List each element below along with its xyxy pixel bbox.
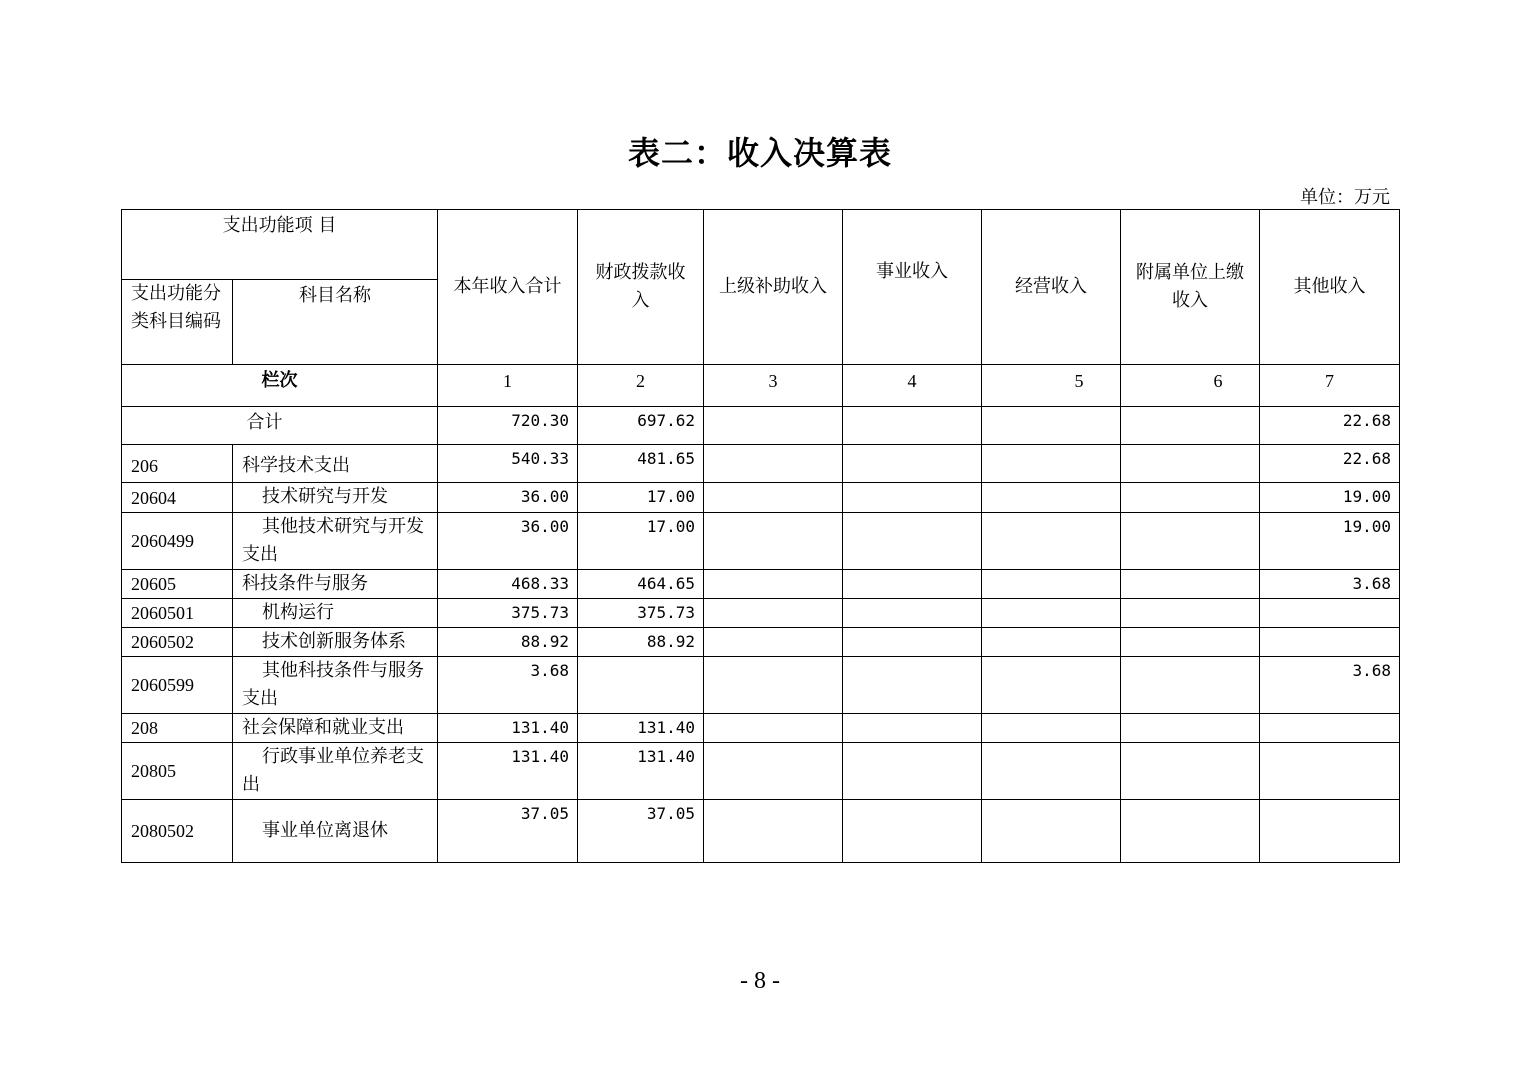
- value-cell: [1260, 800, 1400, 863]
- row-code: 2060499: [122, 513, 233, 570]
- value-cell: [982, 445, 1121, 483]
- row-code: 2060599: [122, 657, 233, 714]
- header-total-income: 本年收入合计: [438, 210, 578, 365]
- header-higher-subsidy: 上级补助收入: [704, 210, 843, 365]
- value-cell: 720.30: [438, 407, 578, 445]
- value-cell: [704, 513, 843, 570]
- value-cell: [1121, 407, 1260, 445]
- value-cell: [704, 570, 843, 599]
- total-row: [122, 407, 1400, 445]
- header-name: 科目名称: [233, 280, 438, 365]
- table-row: [122, 800, 1400, 863]
- header-affiliated-income: 附属单位上缴收入: [1121, 210, 1260, 365]
- value-cell: [1121, 628, 1260, 657]
- value-cell: 88.92: [438, 628, 578, 657]
- value-cell: 375.73: [578, 599, 704, 628]
- row-name: 机构运行: [233, 599, 438, 628]
- column-index-number: 6: [1121, 365, 1260, 407]
- value-cell: [704, 800, 843, 863]
- value-cell: [843, 407, 982, 445]
- value-cell: [843, 483, 982, 513]
- row-code: 2060502: [122, 628, 233, 657]
- value-cell: [704, 445, 843, 483]
- row-code: 20604: [122, 483, 233, 513]
- unit-label: 单位：万元: [1300, 187, 1390, 208]
- row-name: 行政事业单位养老支出: [233, 743, 438, 800]
- row-name: 技术研究与开发: [233, 483, 438, 513]
- value-cell: [982, 570, 1121, 599]
- value-cell: [843, 743, 982, 800]
- value-cell: [843, 570, 982, 599]
- table-row: [122, 628, 1400, 657]
- value-cell: [704, 743, 843, 800]
- column-index-number: 4: [843, 365, 982, 407]
- row-name: 科技条件与服务: [233, 570, 438, 599]
- value-cell: 131.40: [578, 714, 704, 743]
- value-cell: 131.40: [438, 743, 578, 800]
- value-cell: 37.05: [438, 800, 578, 863]
- value-cell: 3.68: [1260, 570, 1400, 599]
- value-cell: [1121, 800, 1260, 863]
- table-row: [122, 743, 1400, 800]
- value-cell: [1260, 714, 1400, 743]
- value-cell: [982, 657, 1121, 714]
- value-cell: [1121, 513, 1260, 570]
- table-row: [122, 570, 1400, 599]
- value-cell: [982, 599, 1121, 628]
- value-cell: [1121, 657, 1260, 714]
- row-name: 社会保障和就业支出: [233, 714, 438, 743]
- column-index-number: 5: [982, 365, 1121, 407]
- table-row: [122, 483, 1400, 513]
- value-cell: 540.33: [438, 445, 578, 483]
- value-cell: [1121, 570, 1260, 599]
- header-fiscal-allocation: 财政拨款收入: [578, 210, 704, 365]
- row-code: 206: [122, 445, 233, 483]
- value-cell: [704, 628, 843, 657]
- value-cell: 88.92: [578, 628, 704, 657]
- row-code: 20805: [122, 743, 233, 800]
- value-cell: [704, 483, 843, 513]
- income-statement-table: [121, 209, 1400, 863]
- table-row: [122, 714, 1400, 743]
- total-label: 合计: [122, 407, 438, 445]
- value-cell: 481.65: [578, 445, 704, 483]
- value-cell: [704, 599, 843, 628]
- value-cell: [1121, 714, 1260, 743]
- value-cell: 131.40: [578, 743, 704, 800]
- value-cell: 3.68: [1260, 657, 1400, 714]
- value-cell: 375.73: [438, 599, 578, 628]
- value-cell: 19.00: [1260, 513, 1400, 570]
- row-name: 科学技术支出: [233, 445, 438, 483]
- page-number: - 8 -: [740, 968, 780, 994]
- table-row: [122, 445, 1400, 483]
- table-row: [122, 599, 1400, 628]
- value-cell: [1121, 483, 1260, 513]
- value-cell: [843, 714, 982, 743]
- value-cell: [1260, 599, 1400, 628]
- value-cell: 3.68: [438, 657, 578, 714]
- value-cell: [982, 743, 1121, 800]
- row-code: 2060501: [122, 599, 233, 628]
- value-cell: [1260, 743, 1400, 800]
- column-index-label: 栏次: [122, 365, 438, 407]
- value-cell: [1260, 628, 1400, 657]
- value-cell: [982, 800, 1121, 863]
- value-cell: [982, 513, 1121, 570]
- value-cell: 22.68: [1260, 445, 1400, 483]
- value-cell: [843, 657, 982, 714]
- value-cell: 131.40: [438, 714, 578, 743]
- value-cell: 697.62: [578, 407, 704, 445]
- value-cell: 22.68: [1260, 407, 1400, 445]
- value-cell: [1121, 445, 1260, 483]
- row-name: 事业单位离退休: [233, 800, 438, 863]
- column-index-number: 7: [1260, 365, 1400, 407]
- row-name: 其他技术研究与开发支出: [233, 513, 438, 570]
- row-code: 20605: [122, 570, 233, 599]
- value-cell: [843, 513, 982, 570]
- value-cell: 17.00: [578, 483, 704, 513]
- value-cell: 36.00: [438, 513, 578, 570]
- row-name: 其他科技条件与服务支出: [233, 657, 438, 714]
- value-cell: [843, 445, 982, 483]
- page-title: 表二：收入决算表: [627, 134, 892, 172]
- value-cell: [982, 628, 1121, 657]
- value-cell: [1121, 743, 1260, 800]
- column-index-number: 3: [704, 365, 843, 407]
- header-operating-income: 经营收入: [982, 210, 1121, 365]
- value-cell: [704, 407, 843, 445]
- value-cell: 37.05: [578, 800, 704, 863]
- row-code: 2080502: [122, 800, 233, 863]
- column-index-number: 1: [438, 365, 578, 407]
- header-code: 支出功能分类科目编码: [122, 280, 233, 365]
- row-name: 技术创新服务体系: [233, 628, 438, 657]
- header-function-group: 支出功能项 目: [122, 210, 438, 280]
- column-index-number: 2: [578, 365, 704, 407]
- value-cell: [982, 407, 1121, 445]
- row-code: 208: [122, 714, 233, 743]
- value-cell: 468.33: [438, 570, 578, 599]
- table-row: [122, 657, 1400, 714]
- value-cell: [843, 628, 982, 657]
- value-cell: [1121, 599, 1260, 628]
- value-cell: 36.00: [438, 483, 578, 513]
- value-cell: 464.65: [578, 570, 704, 599]
- value-cell: [843, 800, 982, 863]
- header-other-income: 其他收入: [1260, 210, 1400, 365]
- table-row: [122, 513, 1400, 570]
- value-cell: [704, 657, 843, 714]
- header-business-income: 事业收入: [843, 210, 982, 365]
- value-cell: 19.00: [1260, 483, 1400, 513]
- value-cell: [982, 714, 1121, 743]
- value-cell: [843, 599, 982, 628]
- value-cell: [982, 483, 1121, 513]
- value-cell: [578, 657, 704, 714]
- value-cell: 17.00: [578, 513, 704, 570]
- value-cell: [704, 714, 843, 743]
